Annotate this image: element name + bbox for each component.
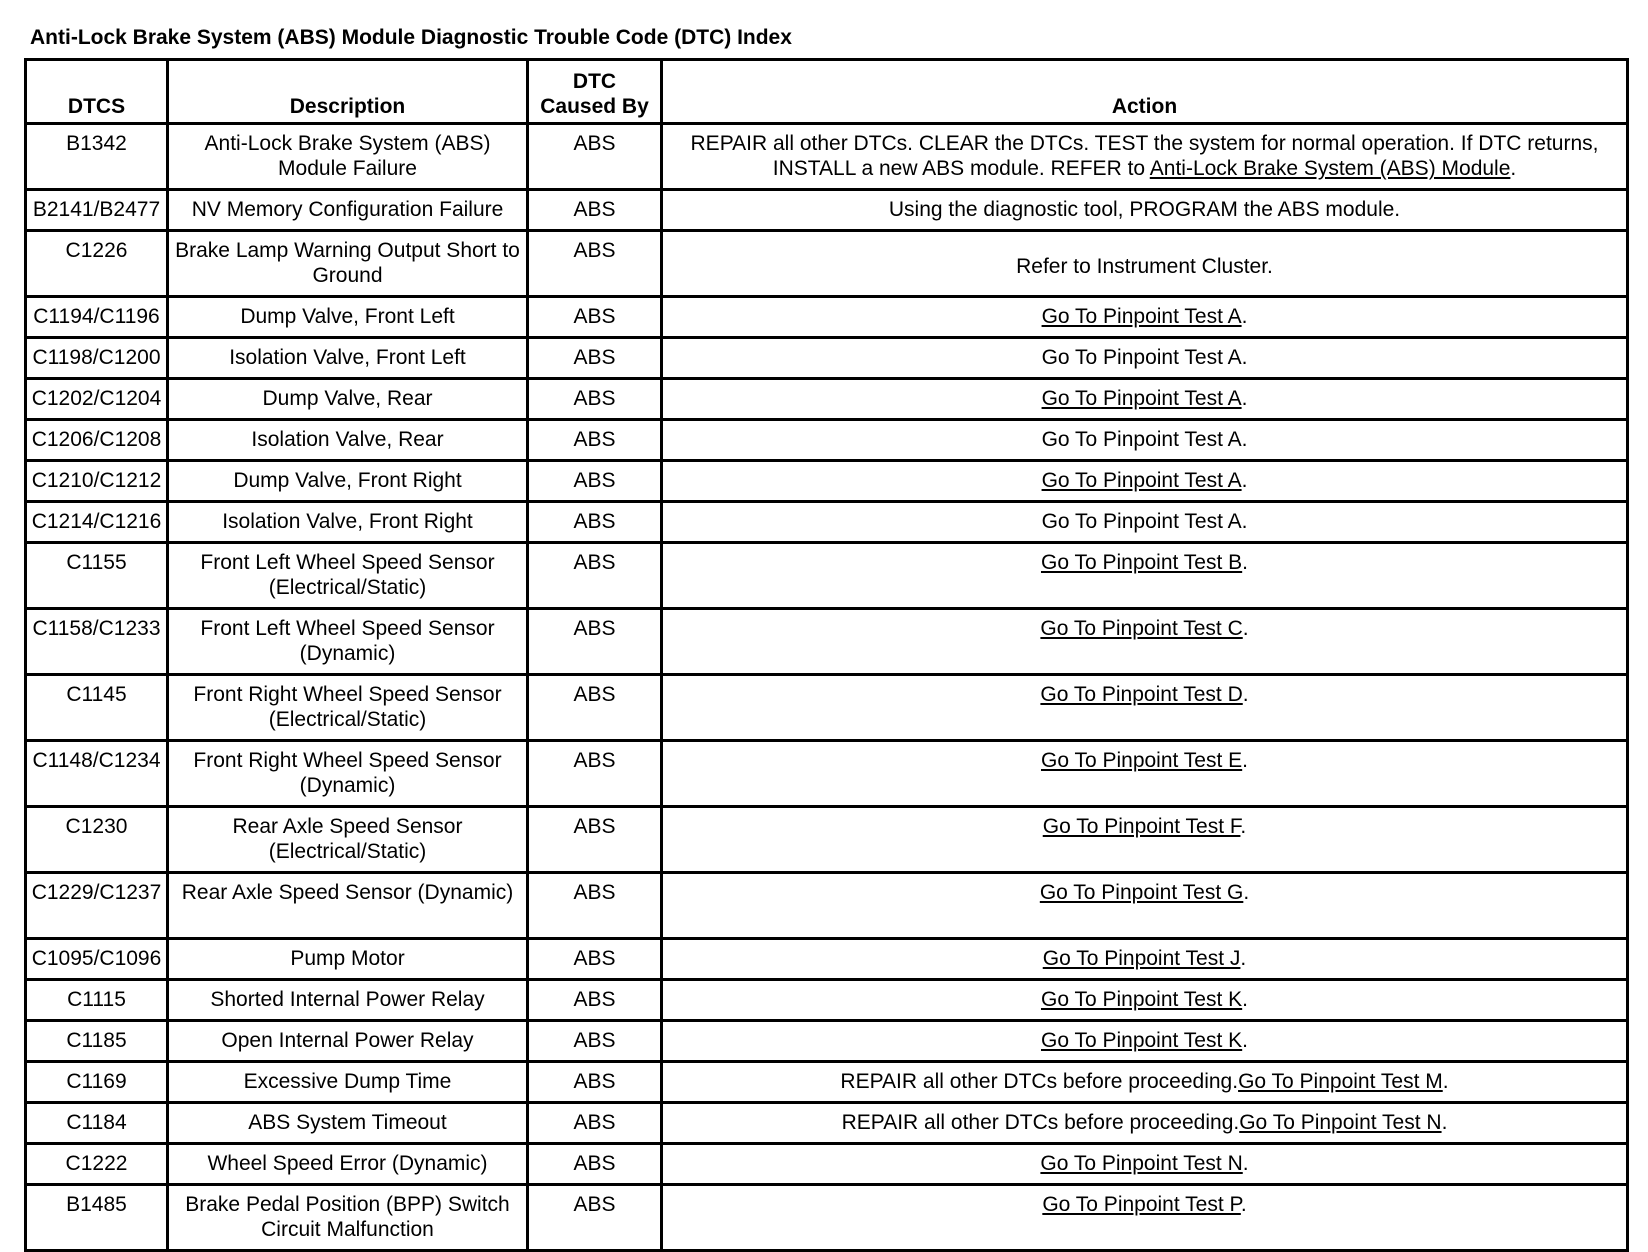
action-end: . (1241, 305, 1248, 328)
action-link[interactable]: Go To Pinpoint Test N (1239, 1111, 1442, 1134)
action-link[interactable]: Go To Pinpoint Test A (1041, 469, 1242, 492)
action-end: . (1243, 881, 1250, 904)
description-cell: Front Left Wheel Speed Sensor (Electrical/Static) (168, 543, 528, 609)
table-row (26, 1185, 1628, 1251)
dtc-code-cell: C1222 (26, 1144, 168, 1185)
description-cell: Brake Pedal Position (BPP) Switch Circuit Malfunction (168, 1185, 528, 1251)
caused-by-cell: ABS (528, 297, 662, 338)
dtc-code-cell: C1206/C1208 (26, 420, 168, 461)
action-link[interactable]: Go To Pinpoint Test C (1040, 617, 1243, 640)
action-cell (662, 420, 1628, 461)
dtc-code-cell: C1185 (26, 1021, 168, 1062)
caused-by-cell: ABS (528, 379, 662, 420)
header-dtcs: DTCS (26, 60, 168, 124)
description-cell: Excessive Dump Time (168, 1062, 528, 1103)
action-end: . (1242, 749, 1249, 772)
action-cell (662, 873, 1628, 939)
action-cell (662, 338, 1628, 379)
caused-by-cell: ABS (528, 1185, 662, 1251)
caused-by-cell: ABS (528, 1103, 662, 1144)
action-end: . (1241, 469, 1248, 492)
description-cell: Rear Axle Speed Sensor (Dynamic) (168, 873, 528, 939)
header-caused-by (528, 60, 662, 124)
action-text: Go To Pinpoint Test A. (1041, 346, 1248, 369)
description-cell: Pump Motor (168, 939, 528, 980)
action-cell (662, 1185, 1628, 1251)
table-row (26, 420, 1628, 461)
action-link[interactable]: Go To Pinpoint Test K (1040, 1029, 1243, 1052)
table-row (26, 873, 1628, 939)
table-row (26, 1103, 1628, 1144)
action-end: . (1242, 551, 1249, 574)
dtc-code-cell: C1158/C1233 (26, 609, 168, 675)
caused-by-cell: ABS (528, 807, 662, 873)
caused-by-cell: ABS (528, 124, 662, 190)
dtc-code-cell: C1095/C1096 (26, 939, 168, 980)
header-action: Action (662, 60, 1628, 124)
action-link[interactable]: Go To Pinpoint Test A (1041, 387, 1242, 410)
action-cell (662, 741, 1628, 807)
action-cell (662, 980, 1628, 1021)
dtc-code-cell: C1226 (26, 231, 168, 297)
action-cell (662, 939, 1628, 980)
action-end: . (1242, 988, 1249, 1011)
caused-by-cell: ABS (528, 873, 662, 939)
table-row (26, 1144, 1628, 1185)
action-end: . (1242, 1152, 1249, 1175)
action-end: . (1240, 815, 1247, 838)
caused-by-cell: ABS (528, 1062, 662, 1103)
dtc-code-cell: C1230 (26, 807, 168, 873)
action-text: REPAIR all other DTCs before proceeding. (841, 1111, 1240, 1134)
action-cell (662, 609, 1628, 675)
description-cell: Dump Valve, Rear (168, 379, 528, 420)
action-link[interactable]: Go To Pinpoint Test B (1040, 551, 1243, 574)
dtc-code-cell: C1214/C1216 (26, 502, 168, 543)
action-link[interactable]: Go To Pinpoint Test P (1042, 1193, 1241, 1216)
description-cell: Dump Valve, Front Right (168, 461, 528, 502)
caused-by-cell: ABS (528, 543, 662, 609)
caused-by-cell: ABS (528, 338, 662, 379)
action-cell (662, 807, 1628, 873)
action-link[interactable]: Go To Pinpoint Test E (1040, 749, 1243, 772)
table-row (26, 939, 1628, 980)
dtc-code-cell: B1485 (26, 1185, 168, 1251)
action-end: . (1510, 157, 1517, 180)
action-cell (662, 1144, 1628, 1185)
table-header-row (26, 60, 1628, 124)
table-row (26, 1021, 1628, 1062)
action-cell (662, 675, 1628, 741)
header-caused-by-line1: DTC (572, 70, 617, 93)
action-text: REPAIR all other DTCs before proceeding. (840, 1070, 1239, 1093)
table-row (26, 502, 1628, 543)
header-description: Description (168, 60, 528, 124)
caused-by-cell: ABS (528, 420, 662, 461)
description-cell: Rear Axle Speed Sensor (Electrical/Static) (168, 807, 528, 873)
action-end: . (1240, 1193, 1247, 1216)
action-cell (662, 461, 1628, 502)
description-cell: Shorted Internal Power Relay (168, 980, 528, 1021)
action-link[interactable]: Go To Pinpoint Test K (1040, 988, 1243, 1011)
action-end: . (1240, 947, 1247, 970)
action-text: Refer to Instrument Cluster. (1016, 255, 1273, 278)
description-cell: Front Left Wheel Speed Sensor (Dynamic) (168, 609, 528, 675)
action-cell (662, 502, 1628, 543)
table-row (26, 231, 1628, 297)
action-cell (662, 297, 1628, 338)
page-title: Anti-Lock Brake System (ABS) Module Diagnostic Trouble Code (DTC) Index (30, 26, 792, 49)
dtc-code-cell: C1148/C1234 (26, 741, 168, 807)
action-end: . (1241, 387, 1248, 410)
table-row (26, 675, 1628, 741)
dtc-code-cell: B1342 (26, 124, 168, 190)
table-row (26, 297, 1628, 338)
dtc-code-cell: C1155 (26, 543, 168, 609)
action-end: . (1242, 617, 1249, 640)
action-cell (662, 124, 1628, 190)
action-link[interactable]: Go To Pinpoint Test J (1042, 947, 1241, 970)
caused-by-cell: ABS (528, 190, 662, 231)
action-link[interactable]: Go To Pinpoint Test F (1042, 815, 1241, 838)
description-cell: NV Memory Configuration Failure (168, 190, 528, 231)
dtc-code-cell: B2141/B2477 (26, 190, 168, 231)
dtc-code-cell: C1194/C1196 (26, 297, 168, 338)
dtc-index-table (24, 58, 1629, 1252)
description-cell: Brake Lamp Warning Output Short to Ground (168, 231, 528, 297)
caused-by-cell: ABS (528, 502, 662, 543)
action-cell (662, 1062, 1628, 1103)
caused-by-cell: ABS (528, 461, 662, 502)
table-row (26, 807, 1628, 873)
description-cell: Dump Valve, Front Left (168, 297, 528, 338)
action-end: . (1442, 1070, 1449, 1093)
description-cell: Anti-Lock Brake System (ABS) Module Failure (168, 124, 528, 190)
description-cell: Wheel Speed Error (Dynamic) (168, 1144, 528, 1185)
action-link[interactable]: Anti-Lock Brake System (ABS) Module (1149, 157, 1511, 180)
action-cell (662, 543, 1628, 609)
action-text: Go To Pinpoint Test A. (1041, 428, 1248, 451)
action-cell (662, 379, 1628, 420)
caused-by-cell: ABS (528, 231, 662, 297)
dtc-code-cell: C1145 (26, 675, 168, 741)
dtc-code-cell: C1184 (26, 1103, 168, 1144)
table-row (26, 379, 1628, 420)
table-row (26, 741, 1628, 807)
dtc-code-cell: C1229/C1237 (26, 873, 168, 939)
caused-by-cell: ABS (528, 980, 662, 1021)
description-cell: Isolation Valve, Rear (168, 420, 528, 461)
action-link[interactable]: Go To Pinpoint Test N (1040, 1152, 1243, 1175)
action-text: Using the diagnostic tool, PROGRAM the ABS module. (888, 198, 1401, 221)
action-link[interactable]: Go To Pinpoint Test M (1238, 1070, 1443, 1093)
description-cell: Isolation Valve, Front Right (168, 502, 528, 543)
action-cell (662, 1103, 1628, 1144)
table-row (26, 190, 1628, 231)
action-end: . (1242, 683, 1249, 706)
dtc-code-cell: C1210/C1212 (26, 461, 168, 502)
dtc-code-cell: C1115 (26, 980, 168, 1021)
description-cell: ABS System Timeout (168, 1103, 528, 1144)
caused-by-cell: ABS (528, 741, 662, 807)
action-link[interactable]: Go To Pinpoint Test G (1039, 881, 1244, 904)
description-cell: Front Right Wheel Speed Sensor (Electrical/Static) (168, 675, 528, 741)
action-end: . (1242, 1029, 1249, 1052)
caused-by-cell: ABS (528, 1021, 662, 1062)
description-cell: Front Right Wheel Speed Sensor (Dynamic) (168, 741, 528, 807)
description-cell: Open Internal Power Relay (168, 1021, 528, 1062)
dtc-code-cell: C1198/C1200 (26, 338, 168, 379)
action-text: REPAIR all other DTCs. CLEAR the DTCs. TEST the system for normal operation. If DTC returns, INSTALL a new ABS module. REFER to (690, 132, 1599, 180)
caused-by-cell: ABS (528, 939, 662, 980)
caused-by-cell: ABS (528, 609, 662, 675)
caused-by-cell: ABS (528, 1144, 662, 1185)
table-row (26, 543, 1628, 609)
table-row (26, 1062, 1628, 1103)
action-link[interactable]: Go To Pinpoint Test A (1041, 305, 1242, 328)
table-row (26, 338, 1628, 379)
table-row (26, 461, 1628, 502)
action-cell (662, 231, 1628, 297)
action-cell (662, 190, 1628, 231)
caused-by-cell: ABS (528, 675, 662, 741)
table-row (26, 124, 1628, 190)
action-cell (662, 1021, 1628, 1062)
header-caused-by-line2: Caused By (540, 95, 649, 118)
table-row (26, 609, 1628, 675)
table-row (26, 980, 1628, 1021)
action-text: Go To Pinpoint Test A. (1041, 510, 1248, 533)
action-link[interactable]: Go To Pinpoint Test D (1040, 683, 1243, 706)
dtc-code-cell: C1169 (26, 1062, 168, 1103)
description-cell: Isolation Valve, Front Left (168, 338, 528, 379)
dtc-code-cell: C1202/C1204 (26, 379, 168, 420)
action-end: . (1441, 1111, 1448, 1134)
